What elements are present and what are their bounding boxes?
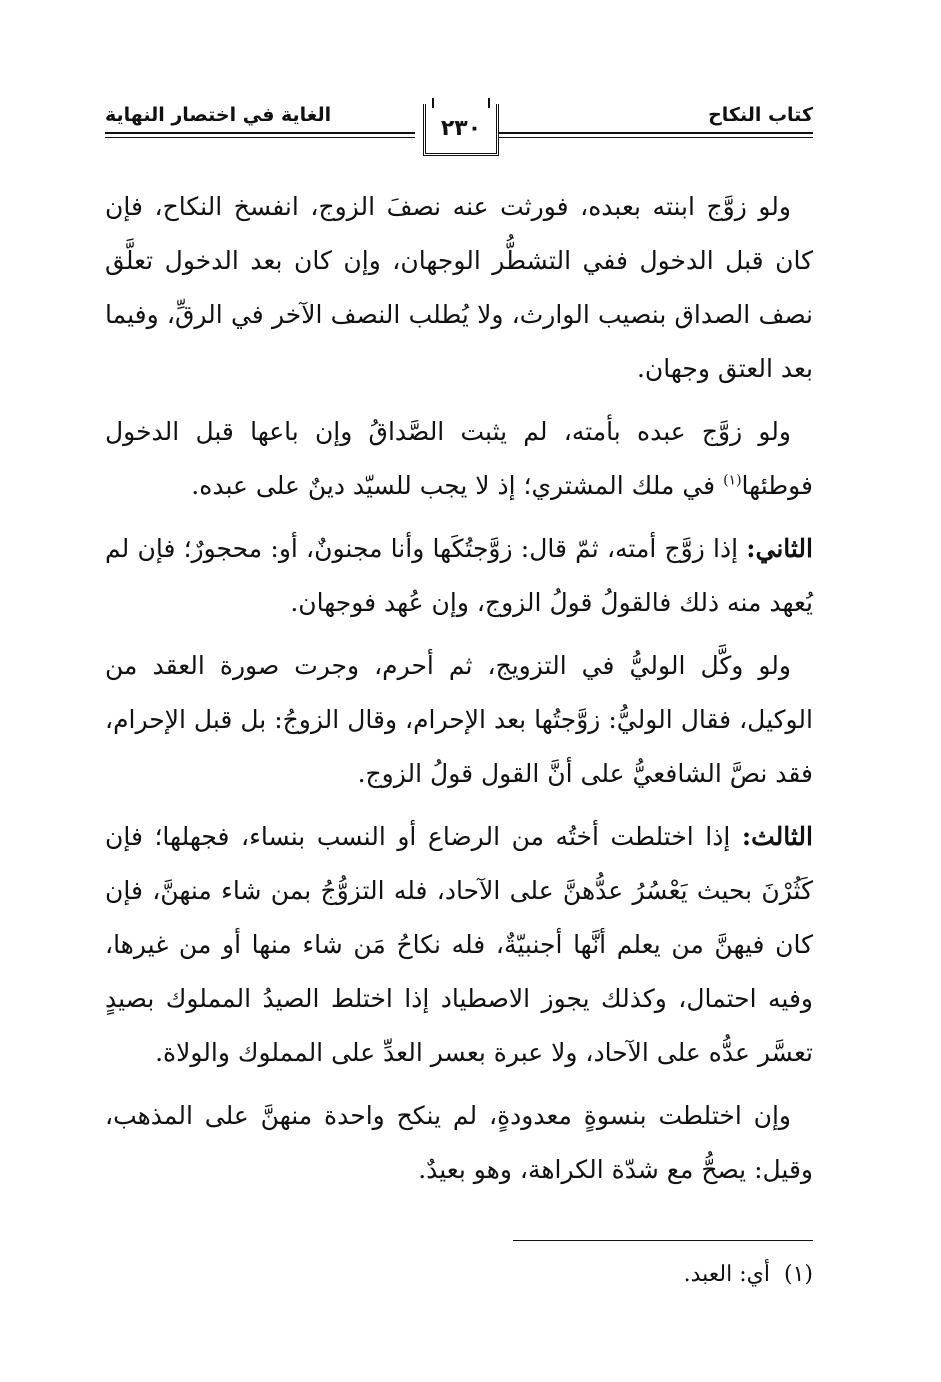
section-lead: الثالث: [741, 822, 813, 851]
paragraph-text: إذا اختلطت أختُه من الرضاع أو النسب بنساء، فجهلها؛ فإن كَثُرْنَ بحيث يَعْسُرُ عدُّهنَّ على الآحاد، فله التزوُّجُ بمن شاء منهنَّ، فإن كان فيهنَّ من يعلم أنَّها أجنبيّةٌ، فله نكاحُ مَن شاء منها أو من غيرها، وفيه احتمال، وكذلك يجوز الاصطياد إذا اختلط الصيدُ المملوك بصيدٍ تعسَّر عدُّه على الآحاد، ولا عبرة بعسر العدِّ على المملوك والولاة. [105, 822, 813, 1067]
page-number: ٢٣٠ [440, 116, 482, 141]
footnote-text: أي: العبد. [683, 1262, 770, 1287]
footnote-reference[interactable]: (١) [723, 472, 742, 489]
footnote-separator [513, 1240, 813, 1241]
header-rule [105, 137, 415, 138]
paragraph [105, 522, 813, 630]
chapter-title: كتاب النكاح [708, 104, 813, 126]
header-rule [105, 132, 415, 134]
paragraph-text: ولو وكَّل الوليُّ في التزويج، ثم أحرم، وجرت صورة العقد من الوكيل، فقال الوليُّ: زوَّجتُها بعد الإحرام، وقال الزوجُ: بل قبل الإحرام، فقد نصَّ الشافعيُّ على أنَّ القول قولُ الزوج. [105, 651, 813, 788]
paragraph-text: ولو زوَّج عبده بأمته، لم يثبت الصَّداقُ وإن باعها قبل الدخول فوطئها [105, 417, 813, 500]
paragraph [105, 180, 813, 396]
paragraph [105, 405, 813, 513]
paragraph [105, 1089, 813, 1197]
book-title: الغاية في اختصار النهاية [105, 104, 332, 126]
footnote-number: (١) [783, 1262, 813, 1287]
page-header [105, 100, 813, 160]
paragraph-text: إذا زوَّج أمته، ثمّ قال: زوَّجتُكَها وأنا مجنونٌ، أو: محجورٌ؛ فإن لم يُعهد منه ذلك فالقولُ قولُ الزوج، وإن عُهد فوجهان. [105, 534, 813, 617]
paragraph-text: في ملك المشتري؛ إذ لا يجب للسيّد دينٌ على عبده. [191, 471, 724, 500]
paragraph [105, 810, 813, 1080]
header-rule [493, 137, 813, 138]
paragraph-text: وإن اختلطت بنسوةٍ معدودةٍ، لم ينكح واحدة منهنَّ على المذهب، وقيل: يصحُّ مع شدّة الكراهة، وهو بعيدٌ. [105, 1101, 813, 1184]
paragraph [105, 639, 813, 801]
body-text [105, 180, 813, 1206]
footnote [684, 1262, 813, 1287]
section-lead: الثاني: [746, 534, 813, 563]
header-rule [493, 132, 813, 134]
paragraph-text: ولو زوَّج ابنته بعبده، فورثت عنه نصفَ الزوج، انفسخ النكاح، فإن كان قبل الدخول ففي التشطُّر الوجهان، وإن كان بعد الدخول تعلَّق نصف الصداق بنصيب الوارث، ولا يُطلب النصف الآخر في الرقِّ، وفيما بعد العتق وجهان. [105, 192, 813, 383]
page-number-frame [423, 104, 499, 156]
